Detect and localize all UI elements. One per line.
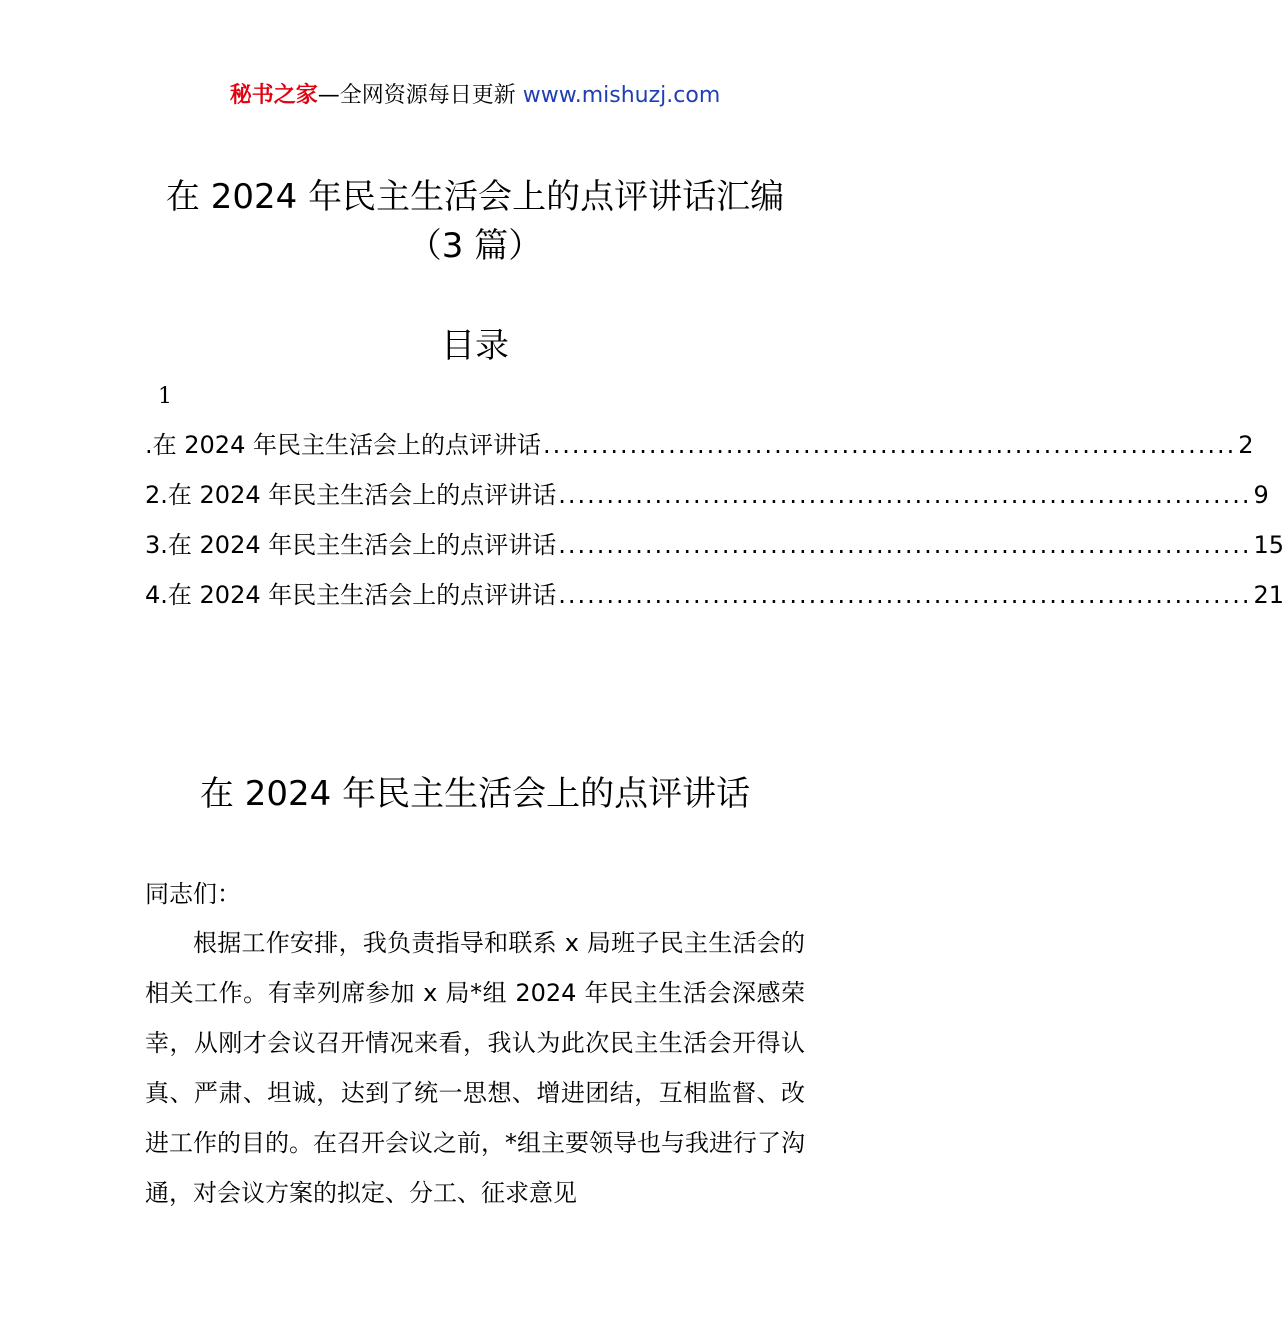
toc-entry-page: 9: [1253, 481, 1269, 509]
toc-entry-label: .在 2024 年民主生活会上的点评讲话: [145, 431, 541, 459]
brand-name: 秘书之家: [229, 83, 318, 108]
toc-entry-label: 2.在 2024 年民主生活会上的点评讲话: [145, 481, 557, 509]
toc-heading: 目录: [441, 326, 509, 366]
header-tagline: —全网资源每日更新: [317, 83, 523, 108]
toc-entry-label: 4.在 2024 年民主生活会上的点评讲话: [145, 581, 557, 609]
toc-entry[interactable]: [145, 470, 1269, 520]
site-url-link[interactable]: www.mishuzj.com: [522, 83, 721, 108]
toc-entry-page: 15: [1253, 531, 1284, 559]
toc-stray-number: 1: [158, 384, 172, 409]
section-title: 在 2024 年民主生活会上的点评讲话: [199, 774, 751, 814]
document-subtitle: （3 篇）: [407, 226, 543, 266]
toc-entry-page: 21: [1253, 581, 1284, 609]
toc-leader-dots: ........................................................................: [542, 431, 1237, 459]
toc-entry[interactable]: [145, 570, 1284, 620]
site-header: [0, 80, 950, 112]
toc-leader-dots: ........................................................................: [558, 531, 1252, 559]
toc-entry[interactable]: [145, 520, 1284, 570]
salutation: 同志们：: [145, 880, 241, 908]
document-title: 在 2024 年民主生活会上的点评讲话汇编: [165, 177, 785, 217]
table-of-contents: [145, 420, 1284, 620]
toc-entry[interactable]: [145, 420, 1254, 470]
toc-leader-dots: ........................................................................: [558, 581, 1252, 609]
body-paragraph: 根据工作安排，我负责指导和联系 x 局班子民主生活会的相关工作。有幸列席参加 x 局*组 2024 年民主生活会深感荣幸，从刚才会议召开情况来看，我认为此次民主生活会开得认真、严肃、坦诚，达到了统一思想、增进团结，互相监督、改进工作的目的。在召开会议之前，*组主要领导也与我进行了沟通，对会议方案的拟定、分工、征求意见: [145, 929, 805, 1207]
toc-leader-dots: ........................................................................: [558, 481, 1252, 509]
toc-entry-page: 2: [1238, 431, 1254, 459]
toc-entry-label: 3.在 2024 年民主生活会上的点评讲话: [145, 531, 557, 559]
